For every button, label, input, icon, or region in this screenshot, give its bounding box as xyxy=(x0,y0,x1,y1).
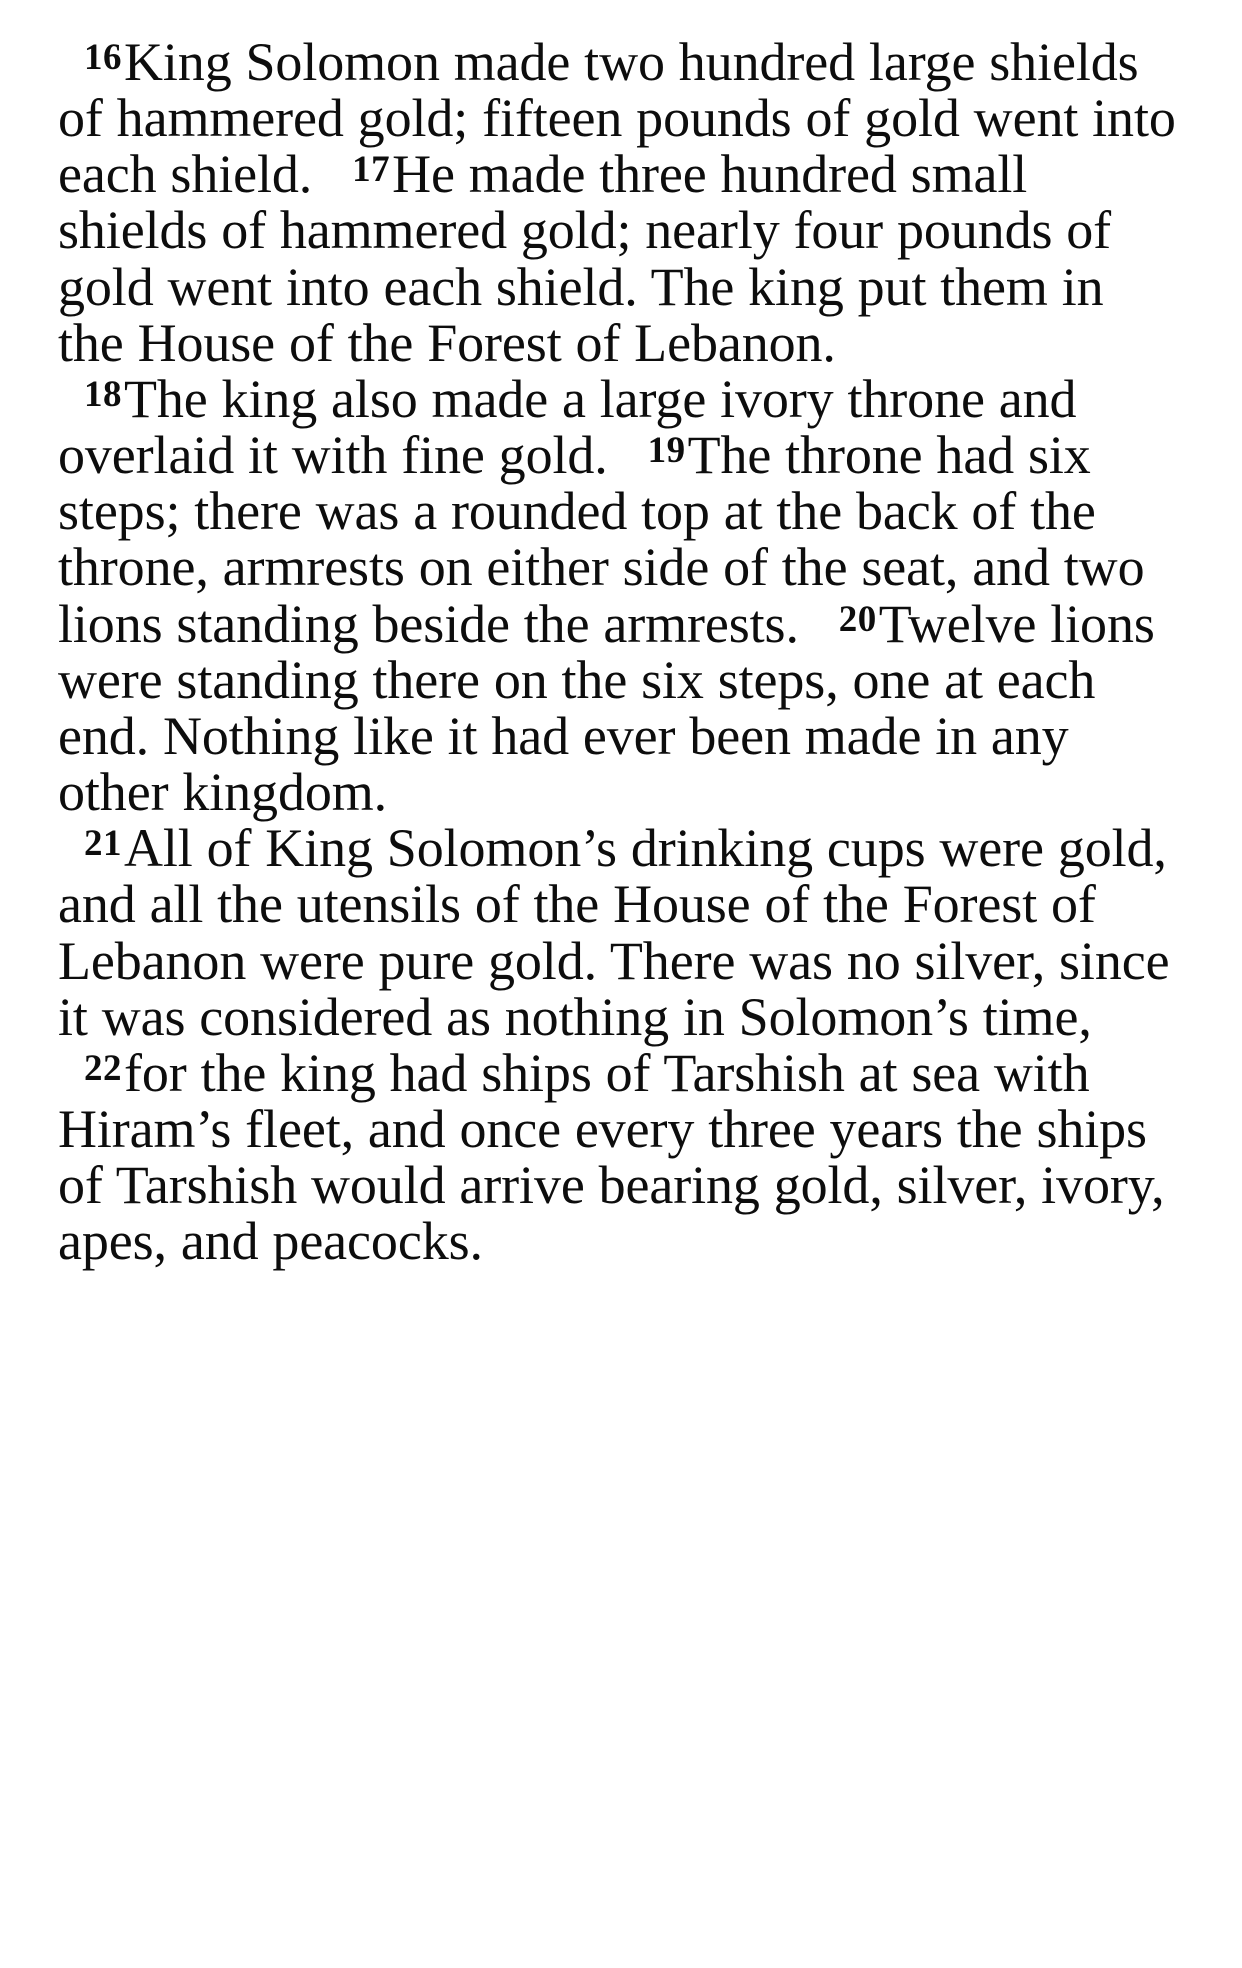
verse-number: 20 xyxy=(838,598,877,640)
verse-21 xyxy=(58,818,1169,1046)
verse-number: 18 xyxy=(84,373,122,415)
verse-text: King Solomon made two hundred large shields of hammered gold; fifteen pounds of gold went into each shield. xyxy=(58,32,1176,205)
verse-22 xyxy=(58,1043,1165,1271)
paragraph-3 xyxy=(58,818,1180,1272)
verse-number: 19 xyxy=(647,430,686,472)
paragraph-1 xyxy=(58,34,1180,371)
verse-number: 21 xyxy=(84,823,122,865)
verse-number: 17 xyxy=(352,149,391,191)
verse-text: for the king had ships of Tarshish at sea with Hiram’s fleet, and once every three years the ships of Tarshish would arrive bearing gold, silver, ivory, apes, and peacocks. xyxy=(58,1042,1165,1272)
paragraph-2 xyxy=(58,368,1180,823)
verse-text: The throne had six steps; there was a rounded top at the back of the throne, armrests on either side of the seat, and two lions standing beside the armrests. xyxy=(58,425,1145,654)
verse-text: Twelve lions were standing there on the six steps, one at each end. Nothing like it had ever been made in any other kingdom. xyxy=(58,593,1155,823)
scripture-body xyxy=(58,32,1180,1272)
verse-number: 16 xyxy=(84,37,122,78)
verse-text: He made three hundred small shields of hammered gold; nearly four pounds of gold went into each shield. The king put them in the House of the Forest of Lebanon. xyxy=(58,144,1112,373)
verse-text: The king also made a large ivory throne and overlaid it with fine gold. xyxy=(58,368,1077,486)
verse-number: 22 xyxy=(84,1047,122,1089)
verse-text: All of King Solomon’s drinking cups were gold, and all the utensils of the House of the Forest of Lebanon were pure gold. There was no silver, since it was considered as nothing in Solomon’s time, xyxy=(58,818,1170,1047)
